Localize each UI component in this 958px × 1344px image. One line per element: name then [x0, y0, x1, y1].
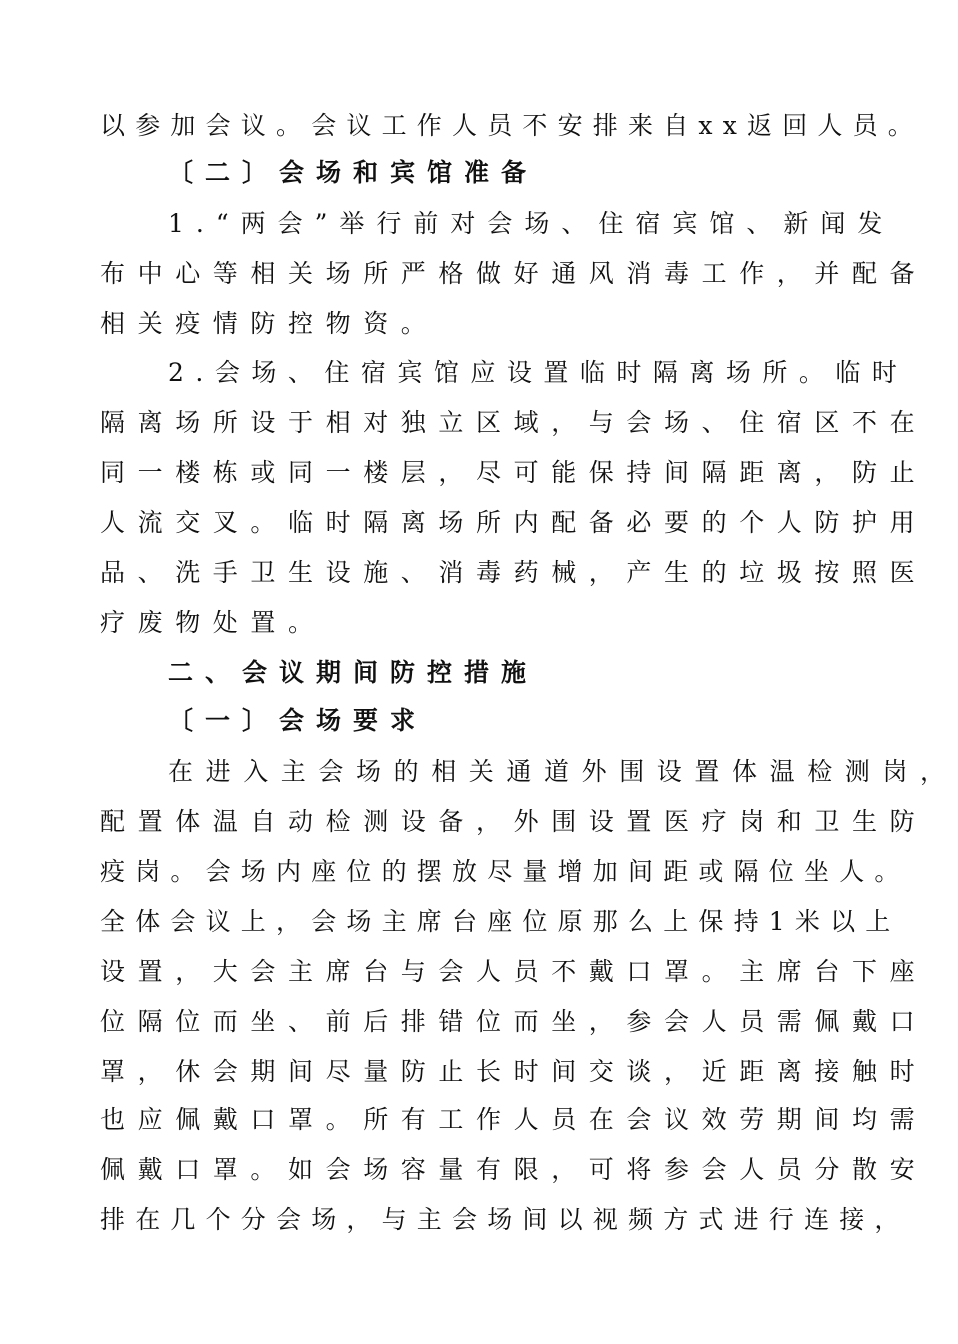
body-text-line: 位隔位而坐、前后排错位而坐，参会人员需佩戴口: [100, 1007, 928, 1036]
section-heading: 〔一〕会场要求: [168, 706, 428, 735]
body-text-line: 在进入主会场的相关通道外围设置体温检测岗，: [168, 757, 958, 786]
body-text-line: 人流交叉。临时隔离场所内配备必要的个人防护用: [100, 508, 928, 537]
body-text-line: 设置，大会主席台与会人员不戴口罩。主席台下座: [100, 957, 928, 986]
body-text-line: 全体会议上，会场主席台座位原那么上保持1米以上: [100, 907, 901, 936]
body-text-line: 疗废物处置。: [100, 608, 326, 637]
section-heading: 〔二〕会场和宾馆准备: [168, 158, 539, 187]
body-text-line: 也应佩戴口罩。所有工作人员在会议效劳期间均需: [100, 1105, 928, 1134]
body-text-line: 以参加会议。会议工作人员不安排来自xx返回人员。: [100, 111, 924, 140]
body-text-line: 配置体温自动检测设备，外围设置医疗岗和卫生防: [100, 807, 928, 836]
body-text-line: 同一楼栋或同一楼层，尽可能保持间隔距离，防止: [100, 458, 928, 487]
body-text-line: 1.“两会”举行前对会场、住宿宾馆、新闻发: [168, 209, 895, 238]
body-text-line: 排在几个分会场，与主会场间以视频方式进行连接，: [100, 1205, 910, 1234]
section-heading: 二、会议期间防控措施: [168, 658, 539, 687]
body-text-line: 隔离场所设于相对独立区域，与会场、住宿区不在: [100, 408, 928, 437]
body-text-line: 疫岗。会场内座位的摆放尽量增加间距或隔位坐人。: [100, 857, 910, 886]
body-text-line: 佩戴口罩。如会场容量有限，可将参会人员分散安: [100, 1155, 928, 1184]
body-text-line: 布中心等相关场所严格做好通风消毒工作，并配备: [100, 259, 928, 288]
body-text-line: 品、洗手卫生设施、消毒药械，产生的垃圾按照医: [100, 558, 928, 587]
body-text-line: 相关疫情防控物资。: [100, 309, 439, 338]
body-text-line: 2.会场、住宿宾馆应设置临时隔离场所。临时: [168, 358, 909, 387]
body-text-line: 罩，休会期间尽量防止长时间交谈，近距离接触时: [100, 1057, 928, 1086]
